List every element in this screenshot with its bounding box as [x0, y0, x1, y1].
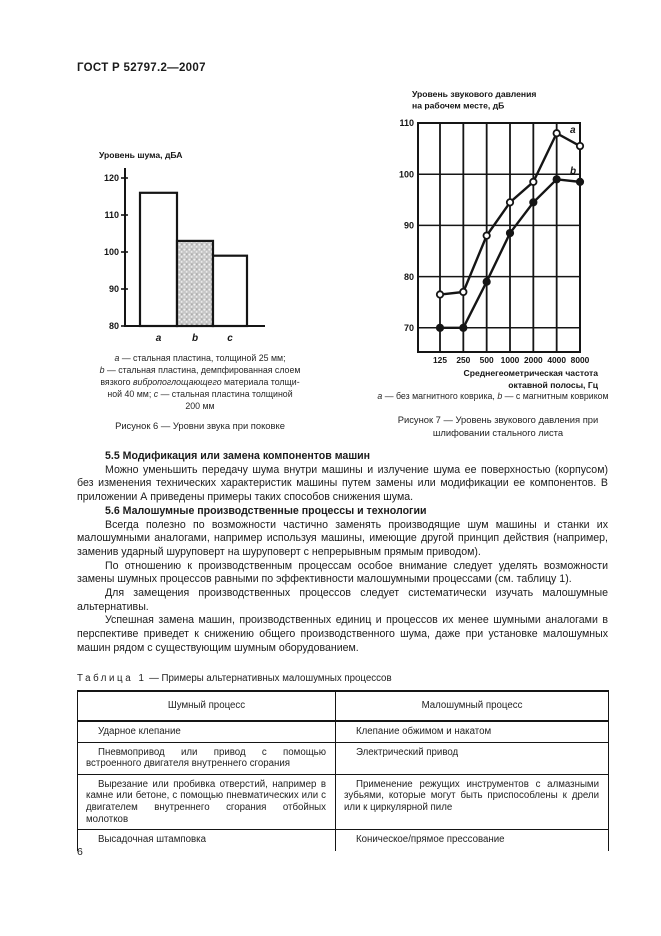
figure6-category-label: b [191, 333, 199, 344]
figure6-legend-line: ной 40 мм; c — стальная пластина толщиной [107, 389, 293, 400]
table-row [78, 742, 609, 774]
noise-processes-table [77, 690, 609, 851]
figure6-legend-line: вязкого вибропоглощающего материала толщи- [100, 377, 300, 388]
figure7-y-tick-label: 90 [403, 220, 414, 231]
figure7-title-line: на рабочем месте, дБ [412, 100, 505, 111]
figure6-bar-a [140, 193, 177, 326]
page-number: 6 [77, 846, 83, 858]
figure7-x-tick-label: 2000 [524, 355, 543, 365]
table-cell: Клепание обжимом и накатом [336, 721, 609, 742]
figure7-data-point-b [553, 176, 559, 182]
figure6-bar-c [213, 256, 247, 326]
table-caption [77, 673, 608, 684]
figure7-data-point-b [460, 325, 466, 331]
section-5-6-heading: 5.6 Малошумные производственные процессы и технологии [105, 504, 427, 517]
figure6-y-tick-label: 110 [104, 210, 119, 221]
document-number: ГОСТ Р 52797.2—2007 [77, 62, 206, 74]
figure7-data-point-a [577, 143, 583, 149]
section-5-5-heading: 5.5 Модификация или замена компонентов машин [105, 450, 371, 462]
figure7-data-point-b [507, 230, 513, 236]
paragraph: Успешная замена машин, производственных единиц и процессов их менее шумными аналогами в перспективе приведет к снижению общего производственного шума, даже при установке малошумных машин рядом с существующим шумным оборудованием. [77, 614, 608, 654]
figure7-series-label: a [570, 125, 576, 136]
figure7-title-line: Уровень звукового давления [412, 89, 537, 99]
table-caption-title: — Примеры альтернативных малошумных процессов [149, 673, 392, 684]
paragraph: Для замещения производственных процессов следует систематически изучать малошумные альтернативы. [77, 587, 608, 613]
paragraph: Всегда полезно по возможности частично заменять производящие шум машины и станки их малошумными аналогами, например используя машины, имеющие другой принцип действия (например, заменив ударный шуруповерт на шуруповерт с непрерывным прямым приводом). [77, 518, 608, 558]
figure7-x-tick-label: 4000 [547, 355, 566, 365]
figure7-data-point-a [530, 179, 536, 185]
figure6-legend [60, 352, 340, 412]
table-cell: Пневмопривод или привод с помощью встроенного двигателя внутреннего сгорания [78, 742, 336, 774]
figure6-category-label: a [155, 333, 162, 344]
figure6-bar-chart [93, 148, 293, 348]
table-cell: Электрический привод [336, 742, 609, 774]
figure7-x-axis-title: октавной полосы, Гц [508, 380, 598, 390]
figure7-data-point-b [437, 325, 443, 331]
table-row [78, 721, 609, 742]
figure7-data-point-b [577, 179, 583, 185]
figure6-y-axis-title: Уровень шума, дБА [99, 150, 183, 160]
figure6-category-label: c [227, 333, 233, 344]
table-block [77, 673, 608, 851]
figure7-x-tick-label: 250 [456, 355, 471, 365]
figure7-plot-frame [418, 123, 580, 352]
figure7-data-point-a [437, 291, 443, 297]
table-cell: Высадочная штамповка [78, 830, 336, 851]
figure6-y-tick-label: 120 [103, 173, 119, 184]
table-caption-label: Таблица 1 [77, 673, 147, 684]
figure7-line-chart [386, 86, 618, 398]
figure7-y-tick-label: 110 [399, 118, 414, 129]
figure6-caption: Рисунок 6 — Уровни звука при поковке [115, 420, 285, 431]
table-row [78, 830, 609, 851]
figure7-y-tick-label: 70 [403, 323, 414, 333]
figure7-y-tick-label: 80 [403, 271, 414, 282]
body-text [77, 450, 608, 656]
figure7-data-point-a [553, 130, 559, 136]
figure7-x-tick-label: 125 [433, 355, 447, 365]
paragraph: По отношению к производственным процессам особое внимание следует уделять возможности замены шумных процессов равными по эффективности малошумными процессами (см. таблицу 1). [77, 559, 608, 586]
table-cell: Применение режущих инструментов с алмазными зубьями, которые могут быть приспособлены к дрели или к циркулярной пиле [336, 774, 609, 829]
table-cell: Коническое/прямое прессование [356, 834, 505, 846]
figure7-legend: a — без магнитного коврика, b — с магнитным ковриком [377, 391, 609, 401]
figure7-data-point-a [460, 289, 466, 295]
figure7-data-point-b [530, 199, 536, 205]
figure7-data-point-a [483, 232, 489, 238]
figure7-x-tick-label: 8000 [570, 355, 590, 365]
figure6-legend-line: b — стальная пластина, демпфированная слоем [99, 365, 301, 376]
figure7-x-tick-label: 500 [479, 355, 494, 365]
figure7-caption [378, 413, 618, 440]
table-cell: Ударное клепание [78, 721, 336, 742]
table-header-cell: Шумный процесс [78, 691, 336, 721]
figure6-y-tick-label: 90 [108, 284, 119, 295]
table-cell: Вырезание или пробивка отверстий, например в камне или бетоне, с помощью пневматических или с двигателем внутреннего сгорания отбойных молотков [78, 774, 336, 829]
figure7-caption-line2: шлифовании стального листа [432, 427, 564, 439]
figure6-y-tick-label: 100 [103, 247, 119, 258]
paragraph: Можно уменьшить передачу шума внутри машины и излучение шума ее поверхностью (корпусом) без изменения технических характеристик машины путем замены или модификации ее компонентов. В приложении А приведены примеры таких способов снижения шума. [77, 463, 608, 504]
table-header-cell: Малошумный процесс [336, 691, 609, 721]
figure7-series-label: b [570, 166, 577, 177]
figure7-y-tick-label: 100 [398, 169, 414, 180]
figure7-data-point-a [507, 199, 513, 205]
table-row [78, 774, 609, 829]
figure6-y-tick-label: 80 [108, 321, 119, 332]
figure6-bar-b [177, 241, 213, 326]
figure6-legend-line: 200 мм [185, 401, 215, 412]
table-header-row [78, 691, 609, 721]
figure7-x-axis-title: Среднегеометрическая частота [463, 368, 598, 378]
figure7-caption-line1: Рисунок 7 — Уровень звукового давления при [397, 414, 599, 425]
figure7-x-tick-label: 1000 [500, 355, 520, 365]
figure7-data-point-b [483, 279, 489, 285]
figure6-legend-line: a — стальная пластина, толщиной 25 мм; [114, 353, 286, 363]
